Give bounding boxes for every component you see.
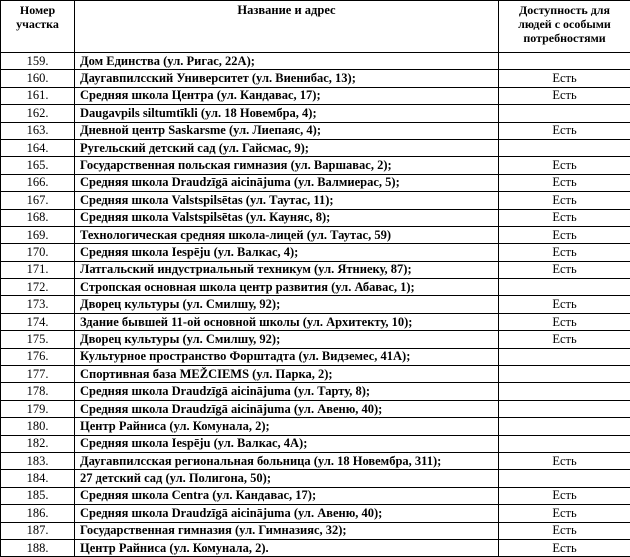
header-row [1,1,630,53]
station-number-cell: 186. [1,505,75,522]
accessibility-cell [499,383,630,400]
table-row [1,331,630,348]
header-number: Номер участка [1,1,75,53]
station-number-cell: 171. [1,261,75,278]
accessibility-cell: Есть [499,174,630,191]
accessibility-cell [499,105,630,122]
table-row [1,452,630,469]
station-number-cell: 163. [1,122,75,139]
table-row [1,244,630,261]
station-name-address-cell: Государственная польская гимназия (ул. Варшавас, 2); [75,157,499,174]
table-row [1,53,630,70]
accessibility-cell: Есть [499,261,630,278]
accessibility-cell: Есть [499,505,630,522]
accessibility-cell [499,53,630,70]
station-name-address-cell: Средняя школа Draudzīgā aicinājuma (ул. Авеню, 40); [75,400,499,417]
station-number-cell: 168. [1,209,75,226]
station-name-address-cell: Средняя школа Draudzīgā aicinājuma (ул. Авеню, 40); [75,505,499,522]
station-number-cell: 162. [1,105,75,122]
station-name-address-cell: Средняя школа Valstspilsētas (ул. Таутас, 11); [75,192,499,209]
table-row [1,261,630,278]
station-name-address-cell: Средняя школа Centra (ул. Кандавас, 17); [75,487,499,504]
table-row [1,139,630,156]
accessibility-cell [499,279,630,296]
table-row [1,400,630,417]
station-name-address-cell: Государственная гимназия (ул. Гимназияс, 32); [75,522,499,539]
table-row [1,435,630,452]
table-row [1,366,630,383]
table-row [1,539,630,556]
accessibility-cell: Есть [499,296,630,313]
station-number-cell: 185. [1,487,75,504]
station-name-address-cell: Daugavpils siltumtīkli (ул. 18 Новембра, 4); [75,105,499,122]
table-row [1,522,630,539]
accessibility-cell: Есть [499,522,630,539]
station-number-cell: 170. [1,244,75,261]
accessibility-cell [499,400,630,417]
table-row [1,279,630,296]
table-row [1,174,630,191]
station-number-cell: 167. [1,192,75,209]
accessibility-cell: Есть [499,539,630,556]
station-name-address-cell: Латгальский индустриальный техникум (ул. Ятниеку, 87); [75,261,499,278]
accessibility-cell [499,470,630,487]
station-name-address-cell: Даугавпилсский Университет (ул. Виенибас, 13); [75,70,499,87]
station-number-cell: 161. [1,87,75,104]
station-number-cell: 172. [1,279,75,296]
station-number-cell: 184. [1,470,75,487]
table-row [1,348,630,365]
table-row [1,313,630,330]
table-row [1,87,630,104]
accessibility-cell: Есть [499,226,630,243]
station-name-address-cell: Дневной центр Saskarsme (ул. Лиепаяс, 4); [75,122,499,139]
accessibility-cell: Есть [499,70,630,87]
station-name-address-cell: Даугавпилсская региональная больница (ул. 18 Новембра, 311); [75,452,499,469]
table-row [1,157,630,174]
table-row [1,70,630,87]
station-number-cell: 177. [1,366,75,383]
station-number-cell: 169. [1,226,75,243]
station-number-cell: 187. [1,522,75,539]
table-row [1,226,630,243]
station-number-cell: 175. [1,331,75,348]
station-number-cell: 179. [1,400,75,417]
station-number-cell: 176. [1,348,75,365]
accessibility-cell: Есть [499,87,630,104]
accessibility-cell: Есть [499,209,630,226]
station-name-address-cell: Стропская основная школа центр развития (ул. Абавас, 1); [75,279,499,296]
station-number-cell: 164. [1,139,75,156]
station-name-address-cell: Дворец культуры (ул. Смилшу, 92); [75,331,499,348]
station-name-address-cell: Ругельский детский сад (ул. Гайсмас, 9); [75,139,499,156]
accessibility-cell [499,366,630,383]
station-number-cell: 180. [1,418,75,435]
station-name-address-cell: Центр Райниса (ул. Комунала, 2); [75,418,499,435]
station-name-address-cell: Дом Единства (ул. Ригас, 22А); [75,53,499,70]
table-row [1,505,630,522]
table-row [1,209,630,226]
accessibility-cell: Есть [499,313,630,330]
station-number-cell: 160. [1,70,75,87]
accessibility-cell: Есть [499,157,630,174]
station-number-cell: 166. [1,174,75,191]
station-number-cell: 165. [1,157,75,174]
table-row [1,105,630,122]
table-row [1,418,630,435]
accessibility-cell: Есть [499,244,630,261]
table-row [1,470,630,487]
station-name-address-cell: Средняя школа Draudzīgā aicinājuma (ул. Тарту, 8); [75,383,499,400]
accessibility-cell: Есть [499,452,630,469]
table-row [1,383,630,400]
header-accessibility: Доступность для людей с особыми потребностями [499,1,630,53]
station-name-address-cell: Здание бывшей 11-ой основной школы (ул. Архитекту, 10); [75,313,499,330]
station-name-address-cell: Средняя школа Draudzīgā aicinājuma (ул. Валмиерас, 5); [75,174,499,191]
accessibility-cell [499,418,630,435]
station-name-address-cell: Технологическая средняя школа-лицей (ул. Таутас, 59) [75,226,499,243]
accessibility-cell [499,435,630,452]
station-number-cell: 178. [1,383,75,400]
station-name-address-cell: Дворец культуры (ул. Смилшу, 92); [75,296,499,313]
accessibility-cell: Есть [499,122,630,139]
station-name-address-cell: Средняя школа Iespēju (ул. Валкас, 4); [75,244,499,261]
station-number-cell: 173. [1,296,75,313]
header-name-address: Название и адрес [75,1,499,53]
table-row [1,122,630,139]
accessibility-cell: Есть [499,487,630,504]
station-name-address-cell: Средняя школа Iespēju (ул. Валкас, 4А); [75,435,499,452]
table-row [1,487,630,504]
station-number-cell: 174. [1,313,75,330]
accessibility-cell: Есть [499,192,630,209]
station-number-cell: 188. [1,539,75,556]
station-number-cell: 183. [1,452,75,469]
station-number-cell: 182. [1,435,75,452]
accessibility-cell [499,348,630,365]
accessibility-cell [499,139,630,156]
station-name-address-cell: Центр Райниса (ул. Комунала, 2). [75,539,499,556]
accessibility-cell: Есть [499,331,630,348]
station-name-address-cell: Средняя школа Valstspilsētas (ул. Кауняс, 8); [75,209,499,226]
station-name-address-cell: Культурное пространство Форштадта (ул. Видземес, 41А); [75,348,499,365]
station-name-address-cell: Спортивная база MEŽCIEMS (ул. Парка, 2); [75,366,499,383]
station-name-address-cell: 27 детский сад (ул. Полигона, 50); [75,470,499,487]
table-row [1,192,630,209]
station-name-address-cell: Средняя школа Центра (ул. Кандавас, 17); [75,87,499,104]
station-number-cell: 159. [1,53,75,70]
table-row [1,296,630,313]
